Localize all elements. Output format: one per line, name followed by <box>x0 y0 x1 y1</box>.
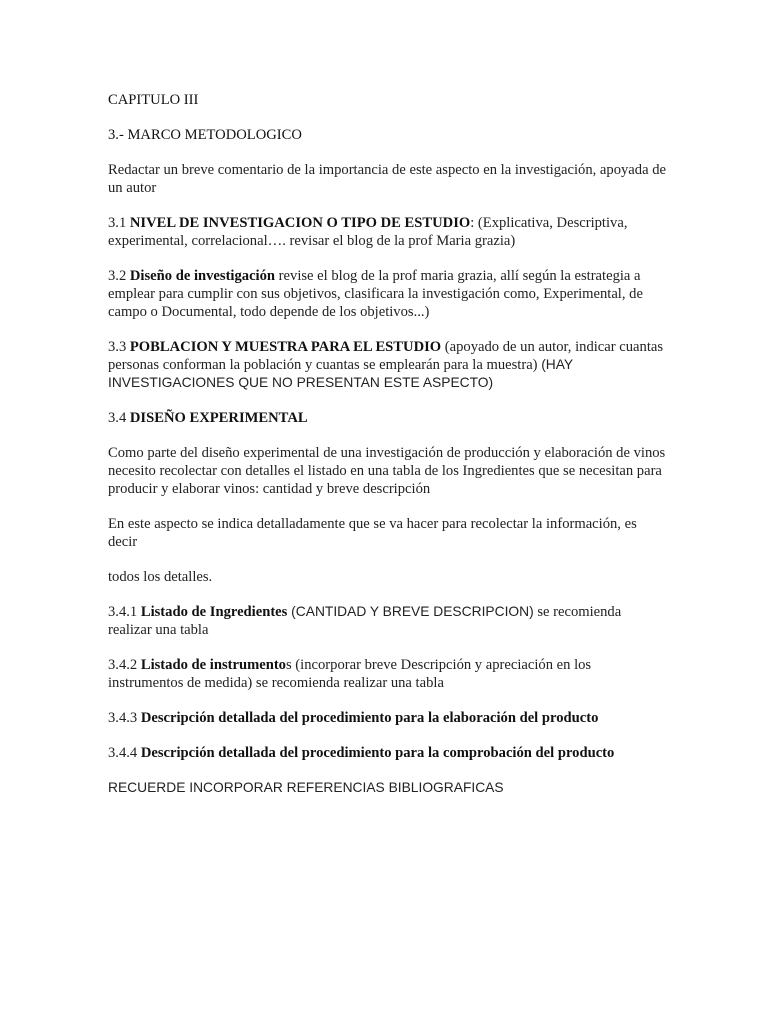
section-3-4-1 <box>108 603 668 639</box>
intro-paragraph: Redactar un breve comentario de la importancia de este aspecto en la investigación, apoyada de un autor <box>108 162 666 196</box>
section-3-4-4 <box>108 744 668 762</box>
section-title-bold: DISEÑO EXPERIMENTAL <box>129 410 308 426</box>
closing-reminder: RECUERDE INCORPORAR REFERENCIAS BIBLIOGRAFICAS <box>108 780 504 795</box>
section-number: 3.4 <box>108 410 130 426</box>
section-caps-note: (HAY INVESTIGACIONES QUE NO PRESENTAN ESTE ASPECTO) <box>108 357 573 390</box>
section-number: 3.3 <box>108 339 130 355</box>
section-title-bold: Descripción detallada del procedimiento para la elaboración del producto <box>140 710 599 726</box>
section-text: se recomienda realizar una tabla <box>108 604 622 638</box>
section-3-4-2 <box>108 656 668 692</box>
chapter-heading: CAPITULO III <box>108 92 199 108</box>
section-number: 3.4.4 <box>108 745 141 761</box>
body-paragraph-3: todos los detalles. <box>108 569 213 585</box>
section-3-2 <box>108 267 668 321</box>
section-text: : (Explicativa, Descriptiva, experimental, correlacional…. revisar el blog de la prof Maria grazia) <box>108 215 628 249</box>
section-number: 3.1 <box>108 215 130 231</box>
section-3-1 <box>108 214 668 250</box>
section-text: s (incorporar breve Descripción y apreciación en los instrumentos de medida) se recomienda realizar una tabla <box>108 657 592 691</box>
section-number: 3.4.1 <box>108 604 141 620</box>
section-title-bold: POBLACION Y MUESTRA PARA EL ESTUDIO <box>129 339 442 355</box>
body-paragraph-1: Como parte del diseño experimental de una investigación de producción y elaboración de vinos necesito recolectar con detalles el listado en una tabla de los Ingredientes que se necesitan para producir y elaborar vinos: cantidad y breve descripción <box>108 445 666 497</box>
section-number: 3.4.2 <box>108 657 141 673</box>
section-number: 3.4.3 <box>108 710 141 726</box>
section-title-bold: Descripción detallada del procedimiento para la comprobación del producto <box>140 745 615 761</box>
section-title: 3.- MARCO METODOLOGICO <box>108 127 302 143</box>
section-number: 3.2 <box>108 268 130 284</box>
section-title-bold: NIVEL DE INVESTIGACION O TIPO DE ESTUDIO <box>129 215 471 231</box>
section-3-3 <box>108 338 668 392</box>
section-3-4-3 <box>108 709 668 727</box>
section-title-bold: Diseño de investigación <box>129 268 276 284</box>
body-paragraph-2: En este aspecto se indica detalladamente que se va hacer para recolectar la información, es decir <box>108 516 637 550</box>
section-text: (apoyado de un autor, indicar cuantas personas conforman la población y cuantas se emplearán para la muestra) <box>108 339 664 373</box>
section-title-bold: Listado de Ingredientes <box>140 604 288 620</box>
document-page <box>108 91 668 814</box>
section-3-4 <box>108 409 668 427</box>
section-text: revise el blog de la prof maria grazia, allí según la estrategia a emplear para cumplir con sus objetivos, clasificara la investigación como, Experimental, de campo o Documental, todo depende de los objetivos...) <box>108 268 643 320</box>
section-caps-note: (CANTIDAD Y BREVE DESCRIPCION) <box>287 604 534 619</box>
section-title-bold: Listado de instrumento <box>140 657 286 673</box>
